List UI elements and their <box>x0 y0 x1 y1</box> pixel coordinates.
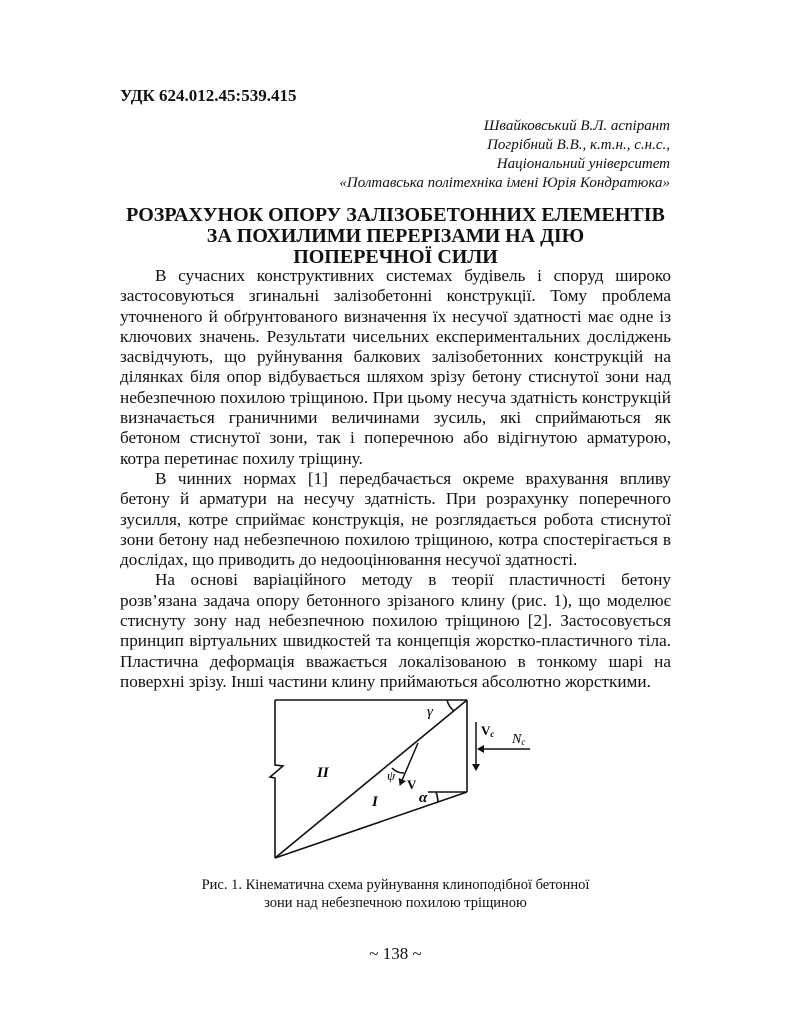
paper-title <box>100 205 691 268</box>
affiliation-line-2: «Полтавська політехніка імені Юрія Кондратюка» <box>339 175 670 191</box>
author-block <box>339 117 670 193</box>
label-alpha: α <box>419 790 428 806</box>
label-psi: ψ <box>387 768 396 783</box>
caption-line-1: Рис. 1. Кінематична схема руйнування клиноподібної бетонної <box>201 877 590 893</box>
udk-code: УДК 624.012.45:539.415 <box>120 86 297 105</box>
label-nc: Nc <box>512 732 526 747</box>
title-line-1: РОЗРАХУНОК ОПОРУ ЗАЛІЗОБЕТОННИХ ЕЛЕМЕНТІВ <box>126 204 665 226</box>
author-1: Швайковський В.Л. аспірант <box>483 118 670 134</box>
author-2: Погрібний В.В., к.т.н., с.н.с., <box>487 137 670 153</box>
figure-caption <box>150 876 641 912</box>
block-outline <box>270 700 467 858</box>
label-gamma: γ <box>427 704 433 720</box>
label-vc: Vc <box>481 723 495 739</box>
paragraph-2: В чинних нормах [1] передбачається окреме врахування впливу бетону й арматури на несучу здатність. При розрахунку поперечного зусилля, котре сприймає конструкція, не розглядається робота стиснутої зони бетону над небезпечною похилою тріщиною, котра спостерігається в дослідах, що приводить до недооцінювання несучої здатності. <box>120 468 671 570</box>
paragraph-1: В сучасних конструктивних системах будівель і споруд широко застосовуються згинальні залізобетонні конструкції. Тому проблема уточненого й обґрунтованого визначення їх несучої здатності має одне із ключових значень. Результати чисельних експериментальних досліджень засвідчують, що руйнування балкових залізобетонних конструкцій на ділянках біля опор відбувається шляхом зрізу бетону стиснутої зони над небезпечною похилою тріщиною. При цьому несуча здатність конструкцій визначається граничними величинами зусиль, які сприймаються як бетоном стиснутої зони, так і поперечною або відігнутою арматурою, котра перетинає похилу тріщину. <box>120 266 671 468</box>
figure-1-diagram <box>255 695 545 870</box>
caption-line-2: зони над небезпечною похилою тріщиною <box>264 895 527 911</box>
page-number: ~ 138 ~ <box>369 944 422 963</box>
label-zone-2: II <box>317 765 329 781</box>
body-text <box>120 266 671 692</box>
label-v: V <box>407 777 417 792</box>
paragraph-3: На основі варіаційного методу в теорії пластичності бетону розв’язана задача опору бетонного зрізаного клину (рис. 1), що моделює стиснуту зону над небезпечною похилою тріщиною [2]. Застосовується принцип віртуальних швидкостей та концепція жорстко-пластичного тіла. Пластична деформація вважається локалізованою в тонкому шарі на поверхні зрізу. Інші частини клину приймаються абсолютно жорсткими. <box>120 570 671 691</box>
title-line-3: ПОПЕРЕЧНОЇ СИЛИ <box>293 246 498 268</box>
label-zone-1: I <box>372 794 378 810</box>
title-line-2: ЗА ПОХИЛИМИ ПЕРЕРІЗАМИ НА ДІЮ <box>206 225 585 247</box>
affiliation-line-1: Національний університет <box>496 156 670 172</box>
